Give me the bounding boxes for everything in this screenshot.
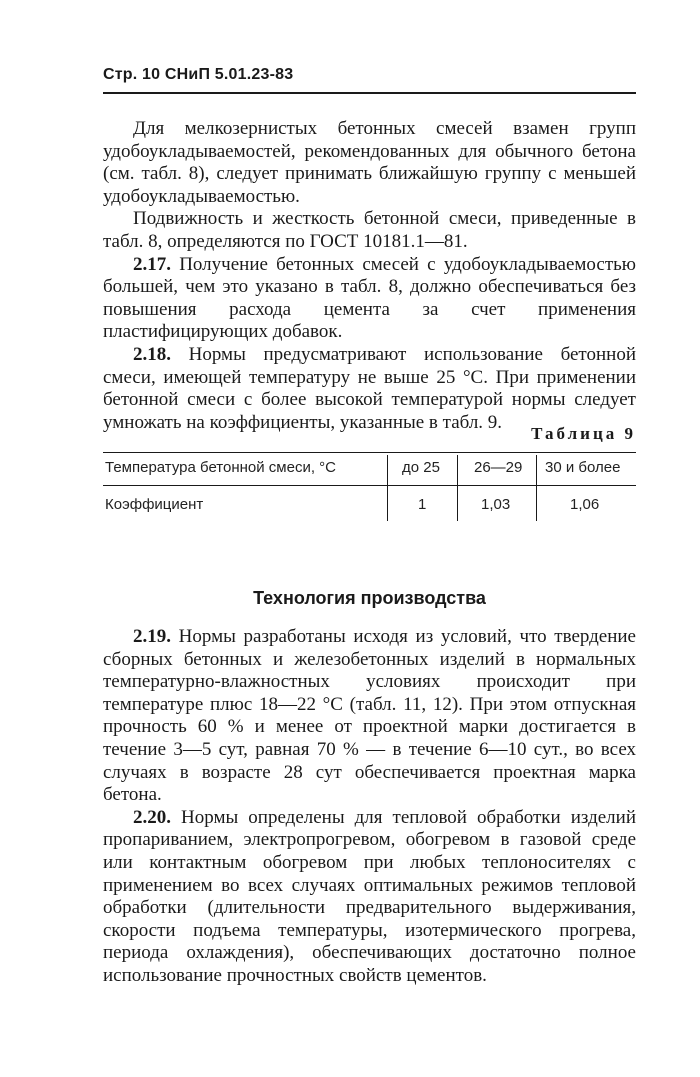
table-header-col3: 30 и более	[545, 459, 621, 476]
clause-number: 2.17.	[133, 253, 171, 275]
table-row-col1: 1	[418, 496, 427, 513]
table-header-label: Температура бетонной смеси, °С	[105, 459, 336, 476]
paragraph-text: Нормы предусматривают использование бетонной смеси, имеющей температуру не выше 25 °С. При применении бетонной смеси с более высокой температурой нормы следует умножать на коэффициенты, указанные в табл. 9.	[103, 343, 636, 433]
table-caption: Таблица 9	[531, 424, 636, 443]
paragraph-2-18	[103, 344, 636, 434]
table-column-divider	[387, 455, 388, 521]
table-top-rule	[103, 452, 636, 453]
table-row-label: Коэффициент	[105, 496, 204, 513]
table-column-divider	[536, 455, 537, 521]
paragraph-text: Для мелкозернистых бетонных смесей взамен групп удобоукладываемостей, рекомендованных для обычного бетона (см. табл. 8), следует принимать ближайшую группу с меньшей удобоукладываемостью.	[103, 118, 636, 207]
clause-number: 2.20.	[133, 806, 171, 828]
paragraph	[103, 118, 636, 208]
paragraph-text: Нормы определены для тепловой обработки изделий пропариванием, электропрогревом, обогревом в газовой среде или контактным обогревом при любых теплоносителях с применением во всех случаях оптимальных режимов тепловой обработки (длительности предварительного выдерживания, скорости подъема температуры, изотермического прогрева, периода охлаждения), обеспечивающих достаточно полное использование прочностных свойств цементов.	[103, 806, 636, 986]
paragraph-2-17	[103, 254, 636, 344]
paragraph-text: Подвижность и жесткость бетонной смеси, приведенные в табл. 8, определяются по ГОСТ 10181.1—81.	[103, 208, 636, 252]
table-row-col3: 1,06	[570, 496, 600, 513]
top-paragraphs	[103, 118, 636, 434]
paragraph-text: Нормы разработаны исходя из условий, что твердение сборных бетонных и железобетонных изделий в нормальных температурно-влажностных условиях происходит при температуре плюс 18—22 °С (табл. 11, 12). При этом отпускная прочность 60 % и менее от проектной марки достигается в течение 3—5 сут, равная 70 % — в течение 6—10 сут., во всех случаях в возрасте 28 сут обеспечивается проектная марка бетона.	[103, 626, 636, 806]
table-column-divider	[457, 455, 458, 521]
bottom-paragraphs	[103, 626, 636, 988]
clause-number: 2.19.	[133, 626, 171, 647]
header-rule	[103, 92, 636, 94]
paragraph	[103, 208, 636, 253]
section-title: Технология производства	[253, 588, 486, 608]
table-row-col2: 1,03	[481, 496, 511, 513]
table-header-col2: 26—29	[474, 459, 523, 476]
running-head: Стр. 10 СНиП 5.01.23-83	[103, 66, 294, 83]
paragraph-2-19	[103, 626, 636, 807]
paragraph-text: Получение бетонных смесей с удобоукладываемостью большей, чем это указано в табл. 8, должно обеспечиваться без повышения расхода цемента за счет применения пластифицирующих добавок.	[103, 253, 636, 343]
table-header-rule	[103, 485, 636, 486]
table-header-col1: до 25	[402, 459, 440, 476]
clause-number: 2.18.	[133, 343, 171, 365]
paragraph-2-20	[103, 807, 636, 988]
